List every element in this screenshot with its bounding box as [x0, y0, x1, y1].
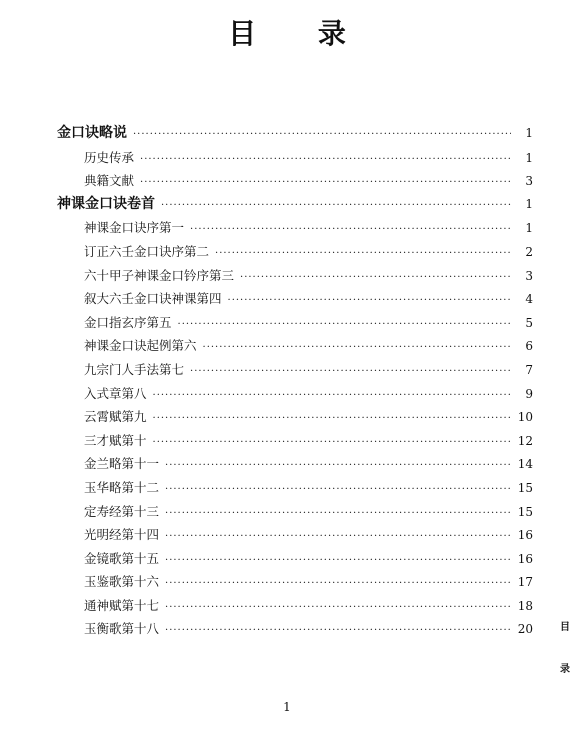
toc-page-number: 1: [525, 150, 533, 165]
dot-leader: [240, 266, 511, 290]
toc-page-number: 18: [517, 598, 533, 613]
dot-leader: [140, 171, 511, 195]
toc-entry-title: 金口诀略说: [57, 125, 127, 141]
toc-entry-row: [57, 476, 533, 500]
toc-page-number: 3: [525, 174, 533, 189]
toc-entry-title: 历史传承: [84, 149, 135, 165]
toc-entry-row: [57, 264, 533, 288]
dot-leader: [165, 502, 511, 526]
toc-entry-row: [57, 169, 533, 193]
toc-entry-title: 金兰略第十一: [84, 456, 160, 472]
dot-leader: [133, 123, 511, 147]
toc-entry-title: 玉华略第十二: [84, 479, 160, 495]
page-title: 目 录: [228, 17, 372, 50]
toc-entry-row: [57, 358, 533, 382]
toc-page-number: 1: [525, 126, 533, 140]
toc-entry-title: 云霄赋第九: [84, 409, 147, 425]
dot-leader: [165, 525, 511, 549]
toc-page-number: 15: [517, 480, 533, 495]
dot-leader: [153, 407, 511, 431]
side-tab-bottom: 录: [560, 664, 570, 675]
toc-entry-title: 叙大六壬金口诀神课第四: [84, 291, 222, 307]
dot-leader: [165, 549, 511, 573]
toc-page-number: 12: [517, 433, 533, 448]
toc-entry-row: [57, 382, 533, 406]
dot-leader: [203, 336, 511, 360]
toc-entry-row: [57, 500, 533, 524]
toc-entry-row: [57, 334, 533, 358]
toc-entry-row: [57, 311, 533, 335]
toc-entry-title: 金口指玄序第五: [84, 314, 172, 330]
page-number: 1: [283, 700, 291, 714]
toc-entry-title: 订正六壬金口诀序第二: [84, 243, 210, 259]
toc-entry-title: 入式章第八: [84, 385, 147, 401]
toc-entry-row: [57, 452, 533, 476]
toc-page-number: 6: [525, 339, 533, 354]
side-tab-top: 目: [560, 622, 570, 633]
toc-entry-row: [57, 523, 533, 547]
toc-page-number: 15: [517, 504, 533, 519]
dot-leader: [190, 218, 511, 242]
toc-entry-title: 玉衡歌第十八: [84, 621, 160, 637]
toc-entry-row: [57, 429, 533, 453]
toc-entry-title: 金镜歌第十五: [84, 550, 160, 566]
toc-entry-title: 神课金口诀序第一: [84, 220, 185, 236]
table-of-contents: [57, 122, 533, 641]
toc-page-number: 14: [517, 457, 533, 472]
dot-leader: [190, 360, 511, 384]
toc-section-row: [57, 193, 533, 217]
toc-page-number: 2: [525, 244, 533, 259]
dot-leader: [215, 242, 511, 266]
toc-entry-row: [57, 405, 533, 429]
dot-leader: [228, 289, 511, 313]
toc-entry-title: 定寿经第十三: [84, 503, 160, 519]
toc-entry-title: 玉鉴歌第十六: [84, 574, 160, 590]
dot-leader: [165, 596, 511, 620]
dot-leader: [165, 619, 511, 643]
toc-entry-row: [57, 287, 533, 311]
toc-page-number: 16: [517, 528, 533, 543]
toc-entry-title: 神课金口诀起例第六: [84, 338, 197, 354]
toc-entry-row: [57, 617, 533, 641]
toc-page-number: 3: [525, 268, 533, 283]
toc-entry-row: [57, 547, 533, 571]
dot-leader: [178, 313, 511, 337]
toc-entry-row: [57, 216, 533, 240]
dot-leader: [161, 194, 511, 218]
toc-page-number: 17: [517, 575, 533, 590]
dot-leader: [140, 148, 511, 172]
toc-entry-title: 光明经第十四: [84, 527, 160, 543]
dot-leader: [153, 431, 511, 455]
toc-page-number: 7: [525, 362, 533, 377]
toc-entry-title: 通神赋第十七: [84, 597, 160, 613]
toc-entry-row: [57, 570, 533, 594]
toc-entry-title: 九宗门人手法第七: [84, 361, 185, 377]
toc-section-row: [57, 122, 533, 146]
dot-leader: [165, 454, 511, 478]
toc-page-number: 20: [517, 622, 533, 637]
toc-page-number: 16: [517, 551, 533, 566]
toc-entry-title: 六十甲子神课金口钤序第三: [84, 267, 235, 283]
toc-page-number: 1: [525, 196, 533, 211]
toc-page-number: 1: [525, 221, 533, 236]
dot-leader: [153, 384, 511, 408]
toc-entry-title: 三才赋第十: [84, 432, 147, 448]
dot-leader: [165, 572, 511, 596]
toc-entry-row: [57, 240, 533, 264]
toc-page-number: 10: [517, 410, 533, 425]
toc-page-number: 5: [525, 315, 533, 330]
toc-entry-title: 典籍文献: [84, 173, 135, 189]
dot-leader: [165, 478, 511, 502]
toc-page-number: 4: [525, 292, 533, 307]
toc-page-number: 9: [525, 386, 533, 401]
toc-entry-row: [57, 146, 533, 170]
toc-entry-row: [57, 594, 533, 618]
toc-entry-title: 神课金口诀卷首: [57, 195, 155, 212]
